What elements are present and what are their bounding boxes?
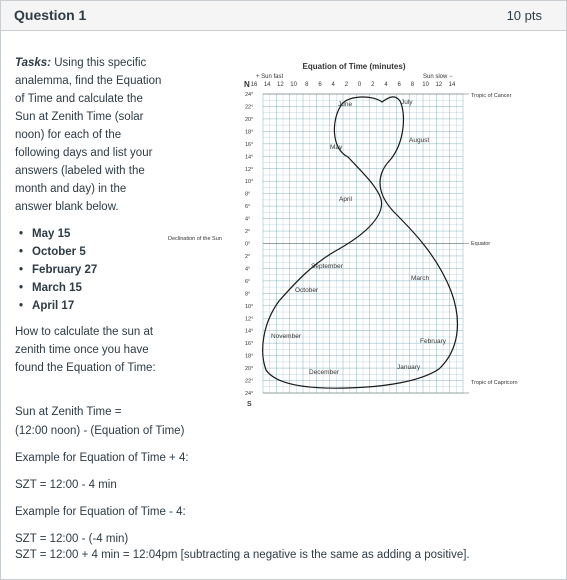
declination-tick-label: 10° — [245, 179, 254, 186]
equator-label: Equator — [471, 241, 491, 247]
month-label-june: June — [338, 101, 353, 108]
sun-fast-label: + Sun fast — [256, 74, 284, 80]
declination-tick-label: 14° — [245, 328, 254, 335]
analemma-figure — [1, 1, 567, 580]
declination-tick-label: 18° — [245, 353, 254, 360]
month-label-august: August — [409, 137, 430, 144]
declination-tick-label: 24° — [245, 92, 254, 98]
declination-tick-label: 16° — [245, 141, 254, 148]
list-item: • February 27 — [19, 261, 97, 279]
formula-line: Sun at Zenith Time = — [15, 406, 122, 418]
example-line: SZT = 12:00 - (-4 min) — [15, 533, 129, 545]
analemma-grid — [263, 94, 469, 393]
declination-tick-label: 22° — [245, 104, 254, 111]
month-label-december: December — [309, 369, 339, 376]
formula-line: (12:00 noon) - (Equation of Time) — [15, 425, 185, 437]
top-tick-label: 4 — [331, 82, 335, 88]
example-line: SZT = 12:00 - 4 min — [15, 479, 117, 491]
chart-title: Equation of Time (minutes) — [302, 62, 406, 71]
month-label-april: April — [339, 196, 353, 203]
month-label-october: October — [295, 287, 319, 294]
top-tick-label: 2 — [371, 82, 375, 88]
top-tick-label: 0 — [357, 82, 362, 88]
month-label-january: January — [397, 364, 421, 371]
sun-slow-label: Sun slow − — [423, 74, 453, 80]
tasks-text: Using this specific analemma, find the Equation of Time and calculate the Sun at Zenith Time (solar noon) for each of the following days and list your answers (labeled with the month and day) in the answer blank below. — [15, 57, 162, 213]
declination-tick-label: 6° — [245, 278, 251, 285]
question-title: Question 1 — [14, 7, 87, 23]
declination-tick-label: 6° — [245, 204, 251, 211]
top-tick-labels — [251, 82, 456, 88]
top-tick-label: 12 — [435, 82, 443, 88]
month-label-july: July — [401, 99, 413, 106]
example-heading: Example for Equation of Time - 4: — [15, 506, 186, 518]
month-label-february: February — [420, 338, 447, 345]
declination-tick-label: 4° — [245, 216, 251, 223]
top-tick-label: 4 — [384, 82, 388, 88]
example-heading: Example for Equation of Time + 4: — [15, 452, 189, 464]
list-item: • May 15 — [19, 225, 97, 243]
top-tick-label: 14 — [263, 82, 271, 88]
declination-tick-label: 8° — [245, 291, 251, 298]
north-label: N — [244, 80, 250, 89]
top-tick-label: 10 — [290, 82, 297, 88]
tasks-label: Tasks: — [15, 57, 52, 69]
declination-tick-label: 4° — [245, 266, 251, 273]
list-item: • April 17 — [19, 297, 97, 315]
top-tick-label: 2 — [344, 82, 349, 88]
month-label-march: March — [411, 275, 430, 282]
declination-tick-label: 20° — [245, 366, 254, 373]
tropic-of-capricorn-label: Tropic of Capricorn — [471, 380, 518, 386]
top-tick-label: 10 — [422, 82, 429, 88]
declination-tick-label: 18° — [245, 129, 254, 136]
declination-tick-label: 2° — [245, 229, 251, 236]
month-label-november: November — [271, 333, 301, 340]
top-tick-label: 8 — [410, 82, 415, 88]
top-tick-label: 6 — [397, 82, 401, 88]
list-item: • October 5 — [19, 243, 97, 261]
declination-tick-label: 22° — [245, 378, 254, 385]
how-to-text: How to calculate the sun at zenith time once you have found the Equation of Time: — [15, 326, 156, 374]
tropic-of-cancer-label: Tropic of Cancer — [471, 93, 512, 99]
declination-tick-label: 8° — [245, 191, 251, 198]
top-tick-label: 12 — [277, 82, 284, 88]
top-tick-label: 16 — [250, 82, 258, 88]
declination-tick-label: 24° — [245, 391, 254, 397]
month-label-september: September — [311, 263, 343, 270]
declination-tick-label: 12° — [245, 166, 254, 173]
example-line: SZT = 12:00 + 4 min = 12:04pm [subtracting a negative is the same as adding a positive]. — [15, 549, 470, 561]
top-tick-label: 14 — [448, 82, 456, 88]
question-points: 10 pts — [506, 8, 542, 23]
declination-tick-label: 20° — [245, 116, 254, 123]
declination-tick-label: 2° — [245, 253, 251, 260]
declination-label: Declination of the Sun — [168, 236, 222, 242]
declination-tick-label: 10° — [245, 303, 254, 310]
declination-tick-label: 14° — [245, 154, 254, 161]
south-label: S — [247, 401, 252, 408]
declination-tick-label: 0° — [245, 241, 251, 248]
list-item: • March 15 — [19, 279, 97, 297]
declination-tick-label: 12° — [245, 316, 254, 323]
declination-tick-labels — [245, 92, 253, 397]
month-label-may: May — [330, 144, 343, 151]
top-tick-label: 8 — [305, 82, 309, 88]
top-tick-label: 6 — [318, 82, 322, 88]
declination-tick-label: 16° — [245, 341, 254, 348]
